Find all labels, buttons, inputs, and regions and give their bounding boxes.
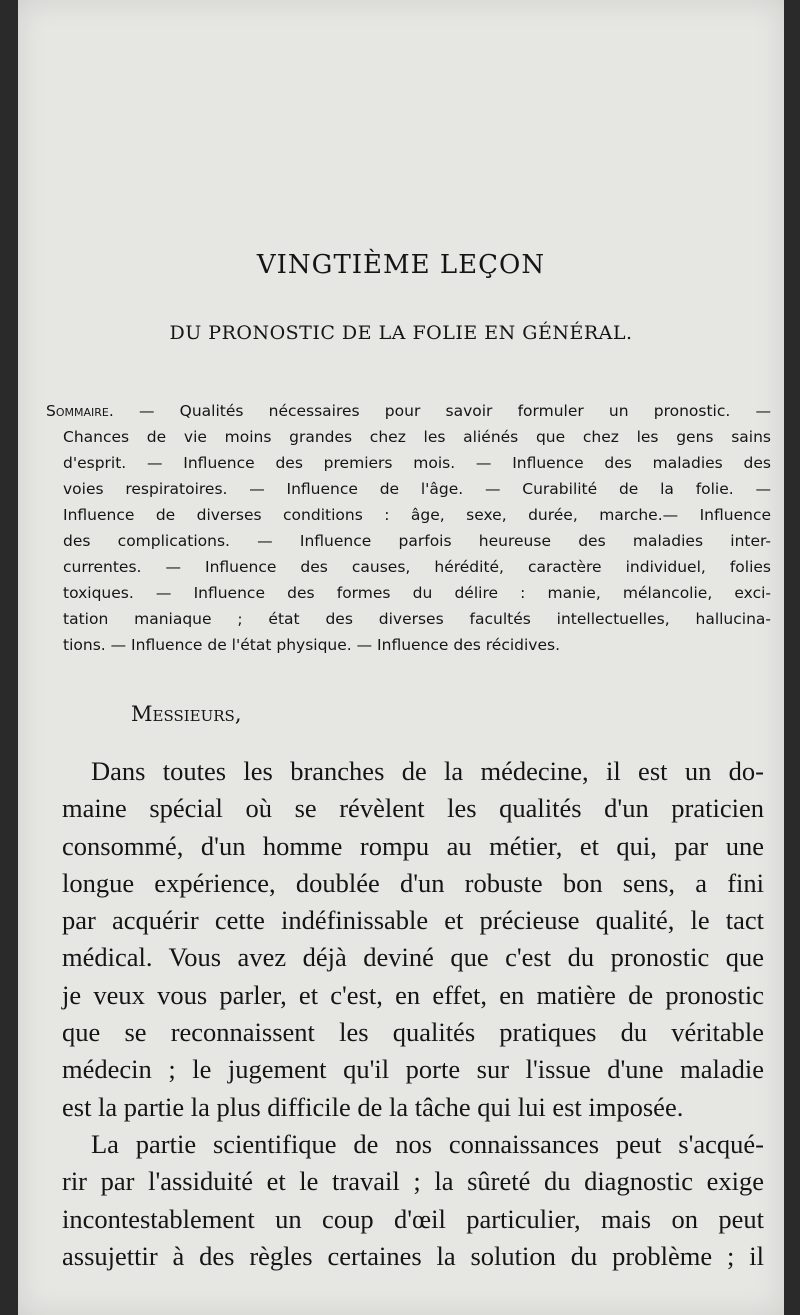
book-page bbox=[18, 0, 784, 1315]
salutation: Messieurs, bbox=[131, 702, 242, 726]
body-text bbox=[62, 753, 764, 1275]
body-line: La partie scientifique de nos connaissances peut s'acqué- bbox=[91, 1128, 764, 1159]
summary-line: Chances de vie moins grandes chez les aliénés que chez les gens sains bbox=[63, 428, 771, 446]
chapter-subtitle: DU PRONOSTIC DE LA FOLIE EN GÉNÉRAL. bbox=[169, 322, 633, 344]
body-line: je veux vous parler, et c'est, en effet, en matière de pronostic bbox=[62, 979, 764, 1010]
body-line: assujettir à des règles certaines la solution du problème ; il bbox=[62, 1240, 764, 1271]
body-line: par acquérir cette indéfinissable et précieuse qualité, le tact bbox=[62, 905, 764, 936]
summary-text: — Qualités nécessaires pour savoir formuler un pronostic. — bbox=[138, 402, 771, 420]
summary-line: tions. — Influence de l'état physique. — Influence des récidives. bbox=[63, 636, 561, 654]
summary-line: des complications. — Influence parfois heureuse des maladies inter- bbox=[63, 532, 771, 550]
body-line: incontestablement un coup d'œil particulier, mais on peut bbox=[62, 1203, 764, 1234]
page-content bbox=[18, 0, 784, 1315]
summary-line: currentes. — Influence des causes, hérédité, caractère individuel, folies bbox=[63, 558, 771, 576]
summary-line: Influence de diverses conditions : âge, sexe, durée, marche.— Influence bbox=[63, 506, 771, 524]
summary-line: toxiques. — Influence des formes du délire : manie, mélancolie, exci- bbox=[63, 584, 771, 602]
body-line: est la partie la plus difficile de la tâche qui lui est imposée. bbox=[62, 1091, 684, 1122]
summary-label: Sommaire. bbox=[46, 402, 114, 420]
summary-line bbox=[46, 398, 771, 424]
summary-line: d'esprit. — Influence des premiers mois. — Influence des maladies des bbox=[63, 454, 771, 472]
body-line: longue expérience, doublée d'un robuste bon sens, a fini bbox=[62, 867, 764, 898]
body-line: médical. Vous avez déjà deviné que c'est du pronostic que bbox=[62, 942, 764, 973]
body-line: Dans toutes les branches de la médecine, il est un do- bbox=[91, 756, 764, 786]
lesson-title: VINGTIÈME LEÇON bbox=[256, 250, 546, 280]
body-line: rir par l'assiduité et le travail ; la sûreté du diagnostic exige bbox=[62, 1166, 764, 1197]
body-line: maine spécial où se révèlent les qualités d'un praticien bbox=[62, 793, 764, 824]
body-line: médecin ; le jugement qu'il porte sur l'issue d'une maladie bbox=[62, 1054, 764, 1085]
summary-line: voies respiratoires. — Influence de l'âge. — Curabilité de la folie. — bbox=[63, 480, 771, 498]
body-line: consommé, d'un homme rompu au métier, et qui, par une bbox=[62, 830, 764, 861]
body-line: que se reconnaissent les qualités pratiques du véritable bbox=[62, 1017, 764, 1048]
summary-line: tation maniaque ; état des diverses facultés intellectuelles, hallucina- bbox=[63, 610, 771, 628]
summary-block bbox=[46, 398, 771, 658]
